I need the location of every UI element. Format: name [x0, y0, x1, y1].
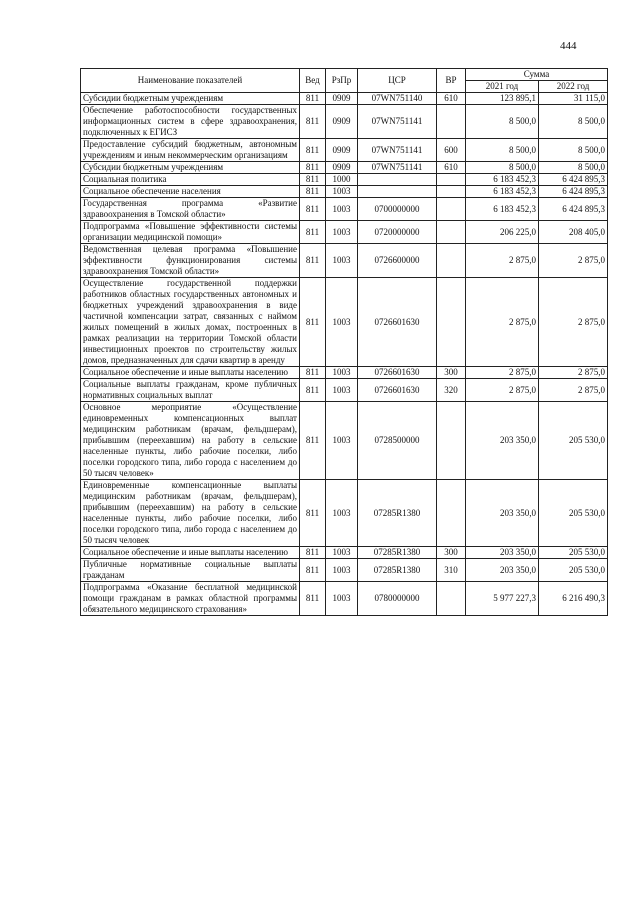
row-vr [437, 174, 466, 186]
row-name: Социальное обеспечение и иные выплаты населению [81, 367, 300, 379]
header-name: Наименование показателей [81, 69, 300, 93]
row-name: Публичные нормативные социальные выплаты гражданам [81, 559, 300, 582]
table-row [81, 244, 608, 278]
row-rzpr: 1003 [326, 547, 358, 559]
row-sum-2021: 6 183 452,3 [466, 174, 539, 186]
row-rzpr: 0909 [326, 139, 358, 162]
row-sum-2021: 6 183 452,3 [466, 198, 539, 221]
row-rzpr: 1003 [326, 559, 358, 582]
row-rzpr: 0909 [326, 93, 358, 105]
row-vr: 600 [437, 139, 466, 162]
table-row [81, 379, 608, 402]
row-sum-2022: 205 530,0 [539, 402, 608, 480]
row-sum-2021: 123 895,1 [466, 93, 539, 105]
row-ved: 811 [300, 93, 326, 105]
row-csr: 07WN751141 [358, 162, 437, 174]
row-sum-2022: 2 875,0 [539, 379, 608, 402]
row-sum-2021: 5 977 227,3 [466, 582, 539, 616]
table-row [81, 367, 608, 379]
row-ved: 811 [300, 582, 326, 616]
table-row [81, 105, 608, 139]
row-ved: 811 [300, 139, 326, 162]
row-name: Социальные выплаты гражданам, кроме публичных нормативных социальных выплат [81, 379, 300, 402]
row-ved: 811 [300, 244, 326, 278]
table-row [81, 162, 608, 174]
row-sum-2021: 206 225,0 [466, 221, 539, 244]
row-sum-2021: 203 350,0 [466, 402, 539, 480]
row-sum-2021: 8 500,0 [466, 105, 539, 139]
row-name: Социальное обеспечение и иные выплаты населению [81, 547, 300, 559]
row-sum-2022: 6 216 490,3 [539, 582, 608, 616]
row-ved: 811 [300, 367, 326, 379]
row-sum-2022: 2 875,0 [539, 367, 608, 379]
row-csr: 0728500000 [358, 402, 437, 480]
row-name: Предоставление субсидий бюджетным, автономным учреждениям и иным некоммерческим организациям [81, 139, 300, 162]
row-ved: 811 [300, 105, 326, 139]
row-rzpr: 1003 [326, 186, 358, 198]
row-ved: 811 [300, 379, 326, 402]
row-name: Обеспечение работоспособности государственных информационных систем в сфере здравоохранения, подключенных к ЕГИСЗ [81, 105, 300, 139]
row-name: Социальное обеспечение населения [81, 186, 300, 198]
row-rzpr: 1003 [326, 244, 358, 278]
row-sum-2022: 6 424 895,3 [539, 198, 608, 221]
row-sum-2021: 6 183 452,3 [466, 186, 539, 198]
row-vr [437, 278, 466, 367]
header-csr: ЦСР [358, 69, 437, 93]
row-rzpr: 1003 [326, 480, 358, 547]
row-rzpr: 1003 [326, 367, 358, 379]
table-header [81, 69, 608, 93]
row-ved: 811 [300, 402, 326, 480]
row-csr: 07WN751140 [358, 93, 437, 105]
row-csr: 07285R1380 [358, 547, 437, 559]
table-row [81, 278, 608, 367]
row-name: Социальная политика [81, 174, 300, 186]
row-csr: 07285R1380 [358, 480, 437, 547]
row-name: Подпрограмма «Повышение эффективности системы организации медицинской помощи» [81, 221, 300, 244]
row-sum-2021: 2 875,0 [466, 379, 539, 402]
row-sum-2021: 8 500,0 [466, 139, 539, 162]
row-rzpr: 0909 [326, 105, 358, 139]
row-sum-2021: 8 500,0 [466, 162, 539, 174]
row-vr [437, 480, 466, 547]
header-rzpr: РзПр [326, 69, 358, 93]
row-rzpr: 1003 [326, 221, 358, 244]
row-ved: 811 [300, 547, 326, 559]
row-sum-2022: 2 875,0 [539, 278, 608, 367]
row-rzpr: 1003 [326, 582, 358, 616]
row-name: Основное мероприятие «Осуществление единовременных компенсационных выплат медицинским работникам (врачам, фельдшерам), прибывшим (переехавшим) на работу в сельские населенные пункты, либо рабочие поселки, либо поселки городского типа, либо города с населением до 50 тысяч человек» [81, 402, 300, 480]
table-row [81, 174, 608, 186]
row-name: Ведомственная целевая программа «Повышение эффективности функционирования системы здравоохранения Томской области» [81, 244, 300, 278]
row-ved: 811 [300, 480, 326, 547]
table-row [81, 402, 608, 480]
row-sum-2022: 31 115,0 [539, 93, 608, 105]
row-name: Субсидии бюджетным учреждениям [81, 93, 300, 105]
row-vr [437, 198, 466, 221]
row-sum-2022: 205 530,0 [539, 559, 608, 582]
row-name: Субсидии бюджетным учреждениям [81, 162, 300, 174]
table-row [81, 139, 608, 162]
row-csr: 07285R1380 [358, 559, 437, 582]
table-row [81, 93, 608, 105]
row-csr: 0726601630 [358, 278, 437, 367]
row-vr [437, 105, 466, 139]
row-sum-2021: 2 875,0 [466, 367, 539, 379]
header-vr: ВР [437, 69, 466, 93]
table-row [81, 582, 608, 616]
row-csr [358, 186, 437, 198]
row-sum-2022: 8 500,0 [539, 105, 608, 139]
row-vr [437, 402, 466, 480]
header-ved: Вед [300, 69, 326, 93]
row-name: Осуществление государственной поддержки работников областных государственных автономных и бюджетных учреждений здравоохранения в виде частичной компенсации затрат, связанных с наймом жилых помещений в жилых домах, построенных в рамках реализации на территории Томской области инвестиционных проектов по строительству жилых домов, предназначенных для сдачи квартир в аренду [81, 278, 300, 367]
page-number: 444 [560, 40, 577, 52]
row-vr [437, 582, 466, 616]
row-rzpr: 1003 [326, 198, 358, 221]
header-sum: Сумма [466, 69, 608, 81]
row-vr: 300 [437, 547, 466, 559]
row-vr [437, 186, 466, 198]
row-vr: 300 [437, 367, 466, 379]
row-rzpr: 1003 [326, 278, 358, 367]
row-sum-2021: 2 875,0 [466, 278, 539, 367]
row-name: Подпрограмма «Оказание бесплатной медицинской помощи гражданам в рамках областной программы обязательного медицинского страхования» [81, 582, 300, 616]
row-csr [358, 174, 437, 186]
row-name: Единовременные компенсационные выплаты медицинским работникам (врачам, фельдшерам), прибывшим (переехавшим) на работу в сельские населенные пункты, либо рабочие поселки, либо поселки городского типа, либо города с населением до 50 тысяч человек [81, 480, 300, 547]
row-csr: 0700000000 [358, 198, 437, 221]
table-row [81, 198, 608, 221]
row-vr [437, 244, 466, 278]
row-sum-2022: 2 875,0 [539, 244, 608, 278]
row-sum-2021: 203 350,0 [466, 559, 539, 582]
budget-table [80, 68, 608, 616]
row-sum-2022: 8 500,0 [539, 162, 608, 174]
row-csr: 07WN751141 [358, 139, 437, 162]
row-sum-2022: 6 424 895,3 [539, 186, 608, 198]
row-csr: 0720000000 [358, 221, 437, 244]
header-2022: 2022 год [539, 81, 608, 93]
row-sum-2022: 208 405,0 [539, 221, 608, 244]
row-ved: 811 [300, 174, 326, 186]
row-csr: 0780000000 [358, 582, 437, 616]
row-ved: 811 [300, 162, 326, 174]
row-csr: 0726601630 [358, 379, 437, 402]
row-csr: 0726601630 [358, 367, 437, 379]
table-row [81, 559, 608, 582]
row-ved: 811 [300, 198, 326, 221]
table-row [81, 186, 608, 198]
row-vr: 610 [437, 162, 466, 174]
row-csr: 07WN751141 [358, 105, 437, 139]
row-csr: 0726600000 [358, 244, 437, 278]
row-name: Государственная программа «Развитие здравоохранения в Томской области» [81, 198, 300, 221]
row-ved: 811 [300, 221, 326, 244]
row-sum-2022: 8 500,0 [539, 139, 608, 162]
table-row [81, 221, 608, 244]
row-ved: 811 [300, 559, 326, 582]
row-rzpr: 1003 [326, 379, 358, 402]
table-row [81, 480, 608, 547]
row-sum-2022: 205 530,0 [539, 547, 608, 559]
row-sum-2021: 203 350,0 [466, 480, 539, 547]
row-ved: 811 [300, 186, 326, 198]
row-sum-2021: 203 350,0 [466, 547, 539, 559]
row-vr: 610 [437, 93, 466, 105]
row-vr: 320 [437, 379, 466, 402]
row-sum-2022: 205 530,0 [539, 480, 608, 547]
table-row [81, 547, 608, 559]
table-body [81, 93, 608, 616]
row-rzpr: 0909 [326, 162, 358, 174]
header-2021: 2021 год [466, 81, 539, 93]
row-sum-2022: 6 424 895,3 [539, 174, 608, 186]
row-rzpr: 1003 [326, 402, 358, 480]
row-vr [437, 221, 466, 244]
row-ved: 811 [300, 278, 326, 367]
row-rzpr: 1000 [326, 174, 358, 186]
row-sum-2021: 2 875,0 [466, 244, 539, 278]
row-vr: 310 [437, 559, 466, 582]
